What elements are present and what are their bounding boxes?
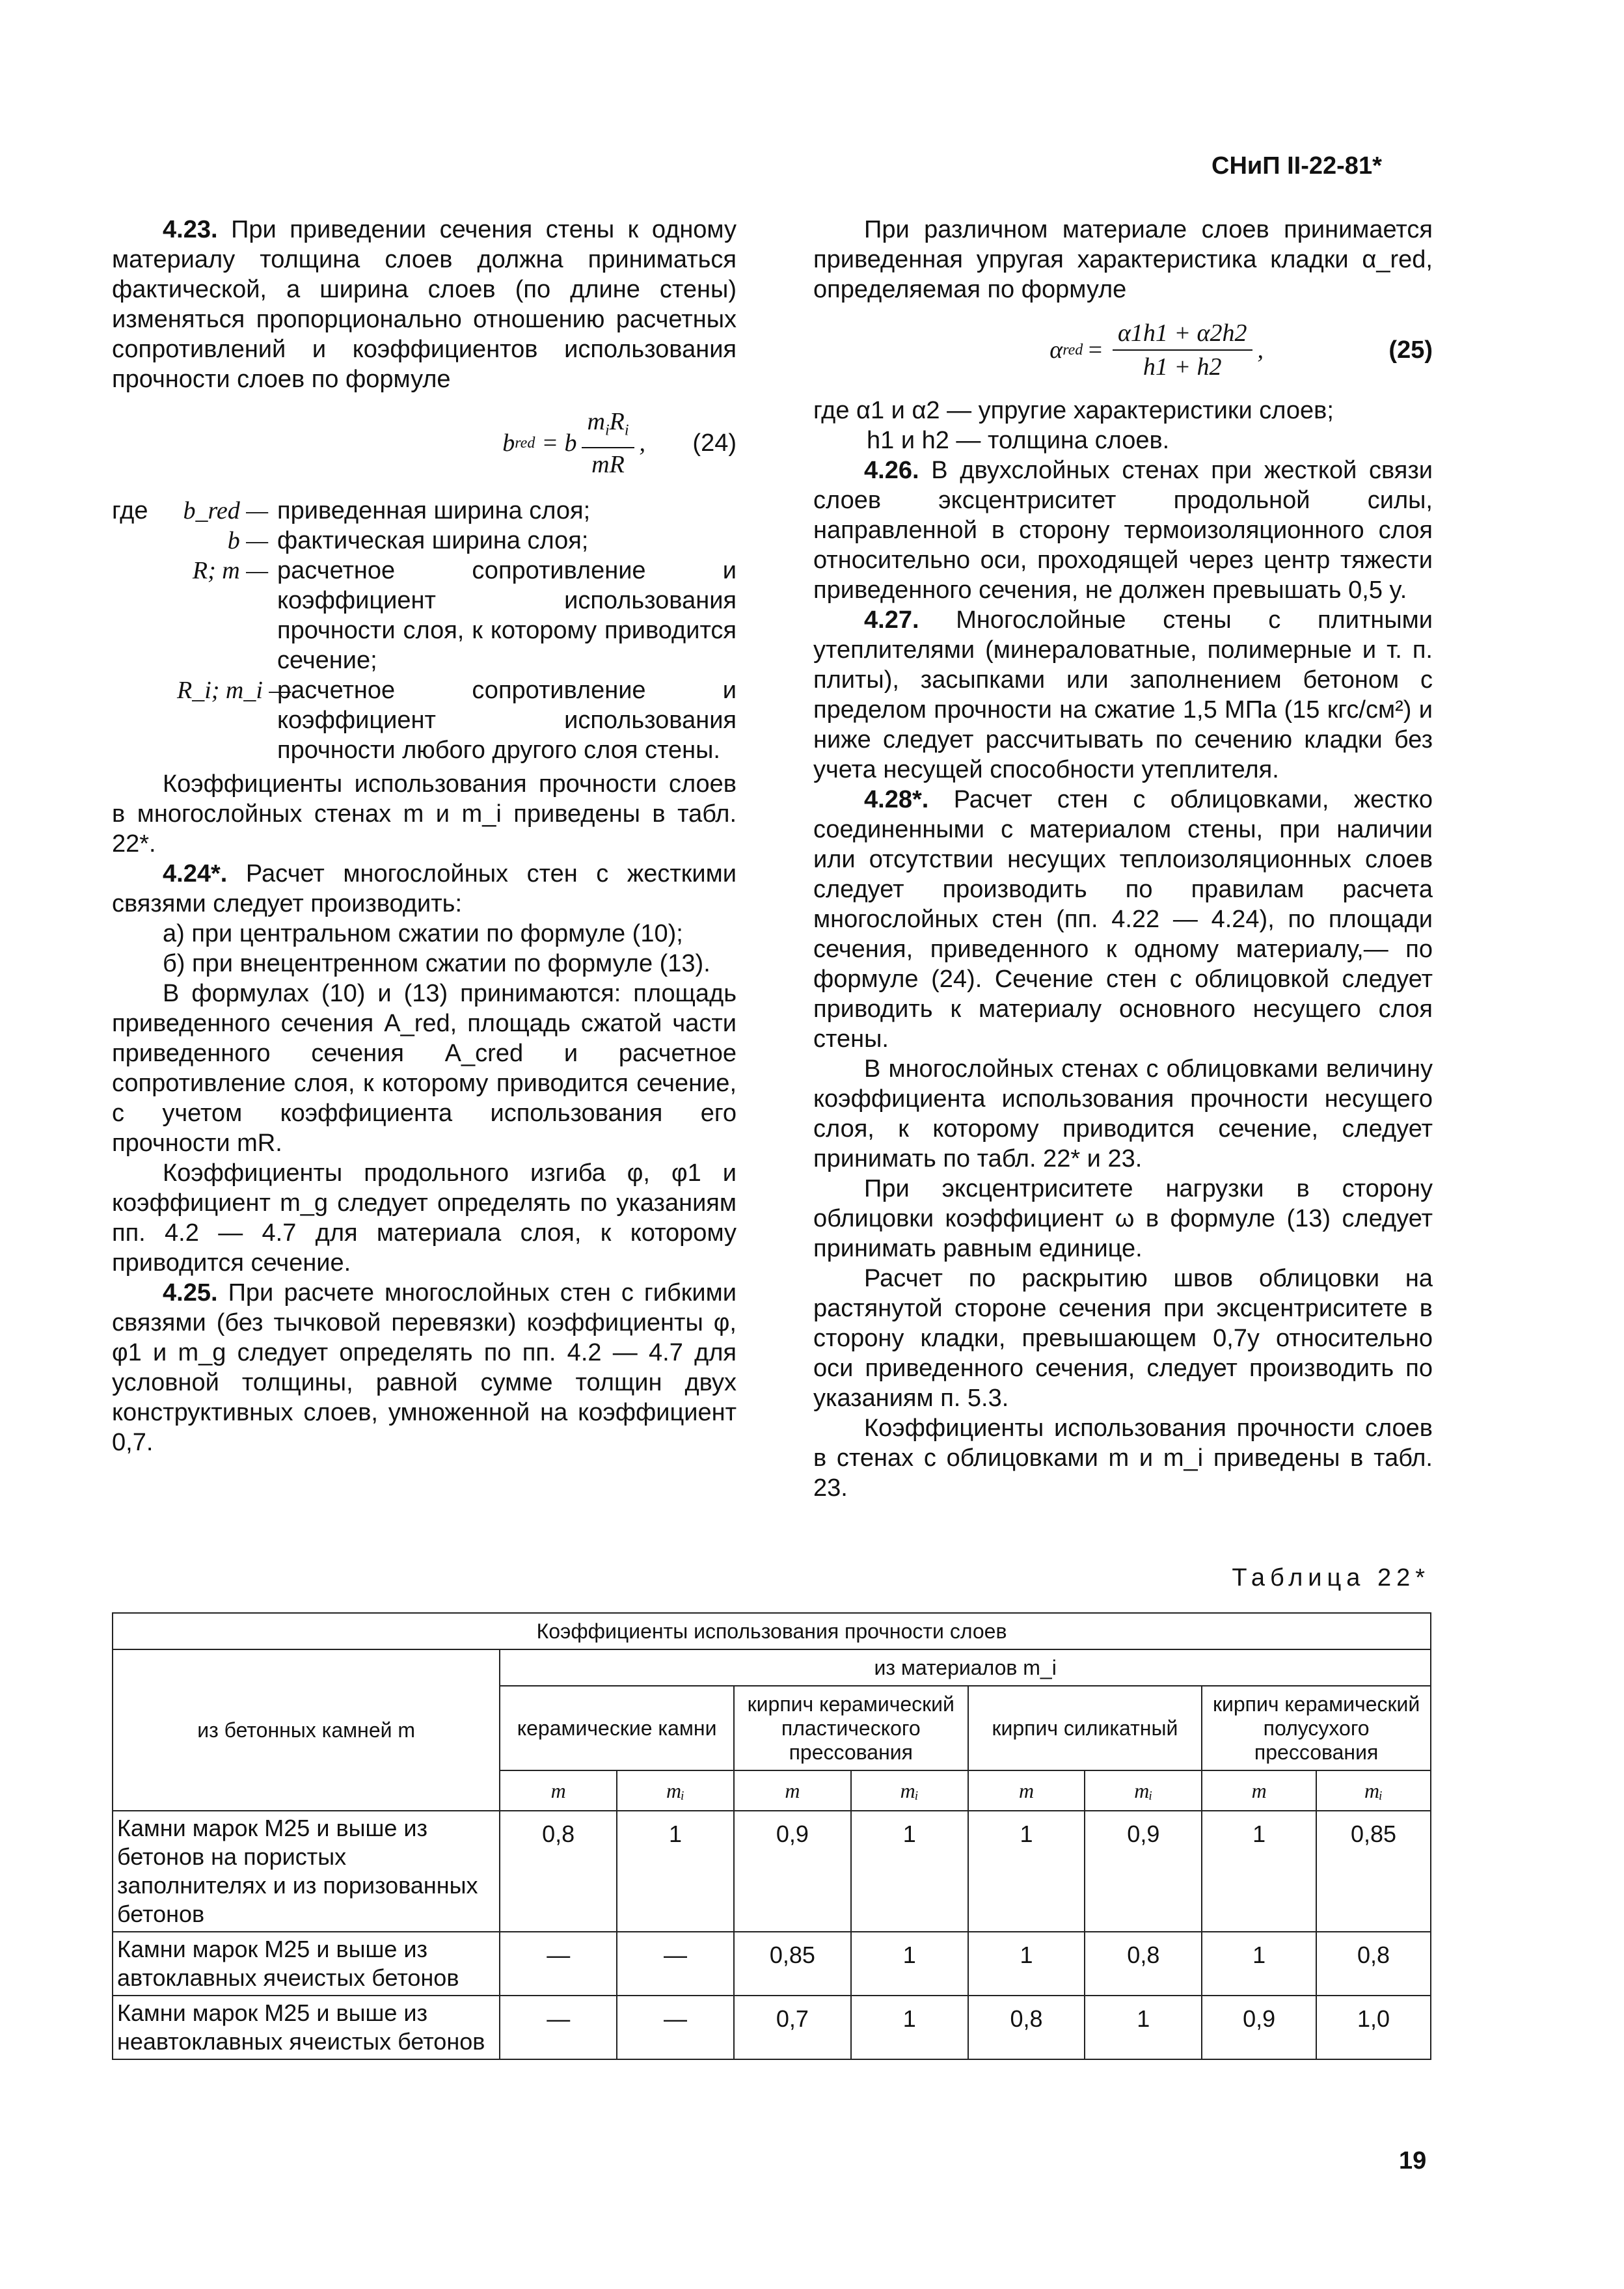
table-cell: 1	[851, 1932, 968, 1996]
table-cell: 1,0	[1316, 1996, 1431, 2059]
table-sub-header: mᵢ	[1085, 1770, 1202, 1811]
definition-item	[112, 526, 737, 556]
table-cell: 0,8	[1316, 1932, 1431, 1996]
table-row	[113, 1996, 1431, 2059]
num-m: m	[587, 408, 605, 436]
clause-4-24-a: а) при центральном сжатии по формуле (10);	[163, 920, 683, 947]
table-header-row	[113, 1613, 1431, 1649]
definition-item	[112, 556, 737, 675]
clause-4-24	[112, 859, 737, 919]
table-cell: —	[500, 1932, 617, 1996]
formula-24	[112, 394, 737, 492]
table-cell: 1	[968, 1811, 1085, 1932]
paragraph-coefficients: Коэффициенты использования прочности слоев в многослойных стенах m и m_i приведены в табл. 22*.	[112, 770, 737, 858]
def-lead	[112, 526, 177, 556]
table-cell: 0,9	[1085, 1811, 1202, 1932]
definition-alpha: где α1 и α2 — упругие характеристики слоев;	[813, 397, 1334, 424]
table-cell: 1	[617, 1811, 734, 1932]
formula-expression	[502, 407, 737, 480]
table-cell: 0,9	[1202, 1996, 1316, 2059]
clause-4-27	[813, 605, 1433, 785]
page-number: 19	[1399, 2147, 1427, 2174]
clause-4-28	[813, 785, 1433, 1054]
num-m-sub: i	[604, 422, 610, 439]
table-cell: —	[617, 1932, 734, 1996]
formula-lhs-sub: red	[1062, 342, 1083, 359]
def-lead: где	[112, 497, 148, 524]
clause-text: Многослойные стены с плитными утеплителями (минераловатные, полимерные и т. п. плиты), засыпками или заполнением бетоном с пределом прочности на сжатие 1,5 МПа (15 кгс/см²) и ниже следует рассчитывать по сечению кладки без учета несущей способности утеплителя.	[813, 606, 1433, 783]
clause-text: В двухслойных стенах при жесткой связи слоев эксцентриситет продольной силы, направленной в сторону термоизоляционного слоя относительно оси, проходящей через центр тяжести приведенного сечения, не должен превышать 0,5 y.	[813, 457, 1433, 604]
table-row-label: Камни марок М25 и выше из бетонов на пористых заполнителях и из поризованных бетонов	[113, 1811, 500, 1932]
left-column	[112, 215, 737, 1457]
definition-item	[112, 496, 737, 526]
table-22	[112, 1612, 1431, 2060]
formula-eq: =	[1087, 336, 1103, 364]
table-sub-header: m	[968, 1770, 1085, 1811]
table-cell: 0,85	[734, 1932, 851, 1996]
clause-4-26	[813, 455, 1433, 605]
table-row-label: Камни марок М25 и выше из неавтоклавных ячеистых бетонов	[113, 1996, 500, 2059]
formula-lhs: b	[502, 429, 515, 457]
table-sub-header: mᵢ	[851, 1770, 968, 1811]
table-group-header: керамические камни	[500, 1686, 734, 1770]
clause-number: 4.26.	[864, 457, 919, 484]
table-row	[113, 1932, 1431, 1996]
def-text: приведенная ширина слоя;	[277, 497, 591, 524]
table-title: Таблица 22*	[1232, 1564, 1430, 1591]
formula-denominator: mR	[591, 450, 625, 478]
table-sub-header: mᵢ	[1316, 1770, 1431, 1811]
clause-text: Расчет стен с облицовками, жестко соединенными с материалом стены, при наличии или отсутствии несущих теплоизоляционных слоев следует производить по правилам расчета многослойных стен (пп. 4.22 — 4.24), по площади сечения, приведенного к одному материалу,— по формуле (24). Сечение стен с облицовкой следует приводить к материалу основного несущего слоя стены.	[813, 786, 1433, 1053]
table-cell: 0,8	[1085, 1932, 1202, 1996]
formula-numerator	[582, 407, 634, 448]
definitions-list	[112, 496, 737, 765]
paragraph-buckling: Коэффициенты продольного изгиба φ, φ1 и коэффициент m_g следует определять по указаниям пп. 4.2 — 4.7 для материала слоя, к которому приводится сечение.	[112, 1159, 737, 1277]
clause-text: При расчете многослойных стен с гибкими связями (без тычковой перевязки) коэффициенты φ, φ1 и m_g следует определять по пп. 4.2 — 4.7 для условной толщины, равной сумме толщин двух конструктивных слоев, умноженной на коэффициент 0,7.	[112, 1279, 737, 1456]
table-header-materials: из материалов m_i	[500, 1649, 1431, 1686]
def-text: расчетное сопротивление и коэффициент использования прочности слоя, к которому приводится сечение;	[277, 557, 737, 674]
formula-tail: ,	[639, 429, 645, 457]
table-group-header: кирпич силикатный	[968, 1686, 1202, 1770]
table-row-label: Камни марок М25 и выше из автоклавных ячеистых бетонов	[113, 1932, 500, 1996]
table-cell: —	[500, 1996, 617, 2059]
clause-number: 4.24*.	[163, 860, 228, 887]
table-sub-header: m	[1202, 1770, 1316, 1811]
clause-number: 4.23.	[163, 216, 218, 243]
table-sub-header: m	[734, 1770, 851, 1811]
table-cell: 1	[1202, 1811, 1316, 1932]
document-header: СНиП II-22-81*	[1211, 152, 1382, 180]
def-symbol: R_i; m_i —	[177, 677, 291, 704]
table-header-concrete: из бетонных камней m	[113, 1649, 500, 1811]
clause-text: При приведении сечения стены к одному материалу толщина слоев должна приниматься фактической, а ширина слоев (по длине стены) изменяться пропорционально отношению расчетных сопротивлений и коэффициентов использования прочности слоев по формуле	[112, 216, 737, 393]
table-cell: 0,8	[968, 1996, 1085, 2059]
clause-number: 4.27.	[864, 606, 919, 634]
table-cell: 1	[851, 1996, 968, 2059]
paragraph-eccentricity: При эксцентриситете нагрузки в сторону облицовки коэффициент ω в формуле (13) следует принимать равным единице.	[813, 1175, 1433, 1262]
definition-item	[112, 675, 737, 765]
formula-lhs: α	[1049, 336, 1063, 364]
paragraph-crack: Расчет по раскрытию швов облицовки на растянутой стороне сечения при эксцентриситете в сторону кладки, превышающем 0,7y относительно оси приведенного сечения, следует производить по указаниям п. 5.3.	[813, 1265, 1433, 1412]
formula-denominator: h1 + h2	[1143, 353, 1222, 381]
def-symbol: b_red —	[183, 497, 268, 524]
formula-expression	[1049, 318, 1433, 382]
clause-text: Расчет многослойных стен с жесткими связями следует производить:	[112, 860, 737, 917]
def-symbol: b —	[227, 527, 268, 554]
formula-fraction	[582, 407, 634, 480]
formula-tail: ,	[1257, 336, 1264, 364]
table-sub-header: mᵢ	[617, 1770, 734, 1811]
table-cell: 0,85	[1316, 1811, 1431, 1932]
clause-4-24-b: б) при внецентренном сжатии по формуле (13).	[163, 950, 710, 977]
table-group-header: кирпич керамический пластического прессования	[734, 1686, 968, 1770]
formula-eq: = b	[541, 429, 577, 457]
table-cell: 1	[1085, 1996, 1202, 2059]
clause-number: 4.28*.	[864, 786, 929, 813]
def-text: фактическая ширина слоя;	[277, 527, 589, 554]
table-header-row	[113, 1649, 1431, 1686]
table-cell: 0,9	[734, 1811, 851, 1932]
paragraph-formulas: В формулах (10) и (13) принимаются: площадь приведенного сечения A_red, площадь сжатой части приведенного сечения A_cred и расчетное сопротивление слоя, к которому приводится сечение, с учетом коэффициента использования его прочности mR.	[112, 980, 737, 1157]
table-cell: —	[617, 1996, 734, 2059]
formula-numerator: α1h1 + α2h2	[1113, 318, 1252, 351]
clause-number: 4.25.	[163, 1279, 218, 1307]
clause-4-25	[112, 1278, 737, 1457]
table-group-header: кирпич керамический полусухого прессования	[1202, 1686, 1431, 1770]
formula-lhs-sub: red	[515, 435, 535, 452]
table-cell: 0,7	[734, 1996, 851, 2059]
table-row	[113, 1811, 1431, 1932]
paragraph-multilayer: В многослойных стенах с облицовками величину коэффициента использования прочности несущего слоя, к которому приводится сечение, следует принимать по табл. 22* и 23.	[813, 1055, 1433, 1172]
clause-4-23	[112, 215, 737, 394]
def-symbol: R; m —	[192, 557, 268, 584]
formula-fraction	[1113, 318, 1252, 382]
num-r-sub: i	[624, 422, 629, 439]
formula-25	[813, 305, 1433, 396]
paragraph-different-materials: При различном материале слоев принимается приведенная упругая характеристика кладки α_red, определяемая по формуле	[813, 216, 1433, 303]
table-header-main: Коэффициенты использования прочности слоев	[113, 1613, 1431, 1649]
table-cell: 1	[851, 1811, 968, 1932]
def-lead	[112, 675, 177, 765]
def-text: расчетное сопротивление и коэффициент использования прочности любого другого слоя стены.	[277, 677, 737, 764]
definition-h: h1 и h2 — толщина слоев.	[867, 427, 1170, 454]
equation-number: (25)	[1388, 336, 1433, 364]
table-cell: 0,8	[500, 1811, 617, 1932]
right-column	[813, 215, 1433, 1503]
table-sub-header: m	[500, 1770, 617, 1811]
table-cell: 1	[1202, 1932, 1316, 1996]
equation-number: (24)	[692, 429, 737, 457]
table-cell: 1	[968, 1932, 1085, 1996]
num-r: R	[609, 408, 625, 436]
def-lead	[112, 556, 177, 675]
paragraph-coef-table23: Коэффициенты использования прочности слоев в стенах с облицовками m и m_i приведены в табл. 23.	[813, 1415, 1433, 1502]
